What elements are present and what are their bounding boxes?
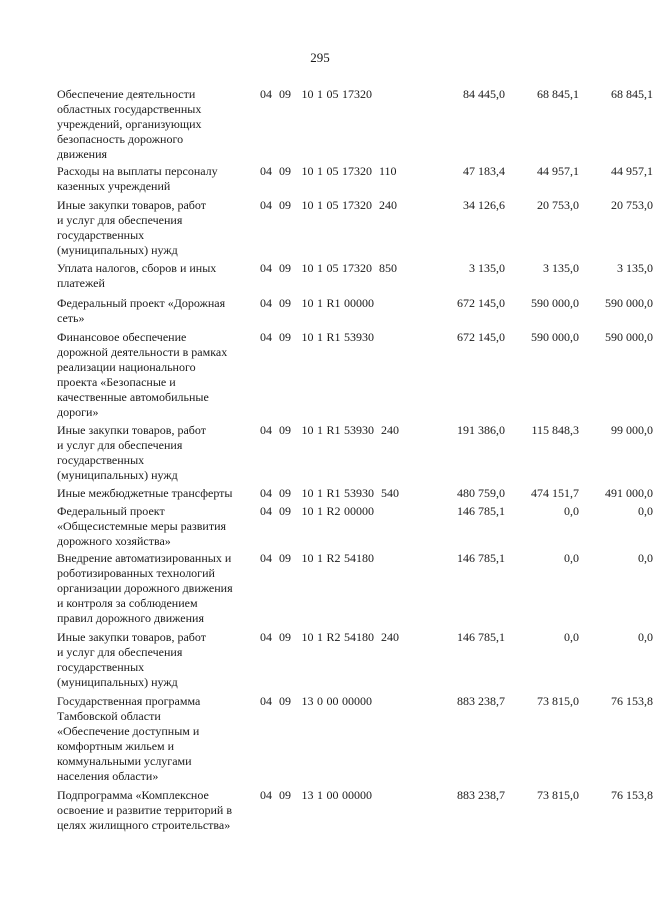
row-code: 04 09 10 1 R1 53930 540 — [260, 486, 400, 500]
table-row — [57, 630, 653, 694]
row-name: Иные межбюджетные трансферты — [57, 486, 233, 500]
row-value-1: 480 759,0 — [457, 486, 505, 500]
table-row — [57, 261, 653, 296]
row-name: Федеральный проект «Дорожная сеть» — [57, 296, 226, 325]
table-row — [57, 694, 653, 788]
row-value-1: 47 183,4 — [463, 164, 505, 178]
row-value-3: 0,0 — [638, 551, 653, 565]
row-value-3: 0,0 — [638, 630, 653, 644]
row-value-3: 44 957,1 — [611, 164, 653, 178]
row-name: Подпрограмма «Комплексное освоение и развитие территорий в целях жилищного строительства» — [57, 788, 233, 832]
row-value-1: 883 238,7 — [457, 694, 505, 708]
row-code: 04 09 10 1 R1 00000 — [260, 296, 375, 310]
row-name: Финансовое обеспечение дорожной деятельности в рамках реализации национального проекта «Безопасные и качественные автомобильные дороги» — [57, 330, 228, 419]
table-row — [57, 198, 653, 261]
table-row — [57, 486, 653, 504]
row-value-3: 99 000,0 — [611, 423, 653, 437]
table-row — [57, 330, 653, 423]
row-code: 04 09 10 1 05 17320 — [260, 87, 372, 101]
row-value-2: 115 848,3 — [531, 423, 579, 437]
row-value-1: 146 785,1 — [457, 551, 505, 565]
row-value-3: 590 000,0 — [605, 296, 653, 310]
row-code: 04 09 10 1 R2 54180 — [260, 551, 375, 565]
row-value-3: 3 135,0 — [617, 261, 653, 275]
row-value-1: 146 785,1 — [457, 630, 505, 644]
row-value-3: 491 000,0 — [605, 486, 653, 500]
row-value-1: 84 445,0 — [463, 87, 505, 101]
row-value-2: 590 000,0 — [531, 330, 579, 344]
row-code: 04 09 10 1 05 17320 850 — [260, 261, 397, 275]
row-name: Иные закупки товаров, работ и услуг для обеспечения государственных (муниципальных) нужд — [57, 423, 206, 482]
row-value-1: 146 785,1 — [457, 504, 505, 518]
table-row — [57, 164, 653, 198]
row-value-2: 590 000,0 — [531, 296, 579, 310]
table-row — [57, 788, 653, 836]
row-name: Обеспечение деятельности областных государственных учреждений, организующих безопасность дорожного движения — [57, 87, 202, 161]
row-name: Государственная программа Тамбовской области «Обеспечение доступным и комфортным жильем и коммунальными услугами населения области» — [57, 694, 201, 783]
table-row — [57, 87, 653, 164]
table-row — [57, 423, 653, 486]
row-value-1: 191 386,0 — [457, 423, 505, 437]
row-value-3: 68 845,1 — [611, 87, 653, 101]
row-value-1: 672 145,0 — [457, 296, 505, 310]
row-value-2: 68 845,1 — [537, 87, 579, 101]
row-value-2: 0,0 — [564, 630, 579, 644]
budget-table — [57, 87, 653, 836]
row-value-3: 0,0 — [638, 504, 653, 518]
row-value-1: 3 135,0 — [469, 261, 505, 275]
row-value-2: 3 135,0 — [543, 261, 579, 275]
row-value-2: 73 815,0 — [537, 694, 579, 708]
row-name: Уплата налогов, сборов и иных платежей — [57, 261, 217, 290]
page-number: 295 — [310, 50, 330, 65]
row-code: 04 09 10 1 R1 53930 240 — [260, 423, 400, 437]
row-code: 04 09 10 1 R2 54180 240 — [260, 630, 400, 644]
row-value-2: 0,0 — [564, 504, 579, 518]
row-code: 04 09 10 1 R1 53930 — [260, 330, 375, 344]
row-code: 04 09 13 1 00 00000 — [260, 788, 372, 802]
row-value-2: 44 957,1 — [537, 164, 579, 178]
row-code: 04 09 10 1 05 17320 110 — [260, 164, 397, 178]
row-value-1: 883 238,7 — [457, 788, 505, 802]
row-value-3: 590 000,0 — [605, 330, 653, 344]
row-value-3: 76 153,8 — [611, 694, 653, 708]
row-name: Внедрение автоматизированных и роботизированных технологий организации дорожного движения и контроля за соблюдением правил дорожного движения — [57, 551, 233, 625]
row-code: 04 09 10 1 05 17320 240 — [260, 198, 397, 212]
row-value-2: 20 753,0 — [537, 198, 579, 212]
row-value-2: 474 151,7 — [531, 486, 579, 500]
row-value-1: 672 145,0 — [457, 330, 505, 344]
row-value-2: 73 815,0 — [537, 788, 579, 802]
row-value-2: 0,0 — [564, 551, 579, 565]
row-name: Федеральный проект «Общесистемные меры развития дорожного хозяйства» — [57, 504, 227, 548]
row-value-1: 34 126,6 — [463, 198, 505, 212]
row-value-3: 20 753,0 — [611, 198, 653, 212]
row-name: Расходы на выплаты персоналу казенных учреждений — [57, 164, 218, 193]
table-row — [57, 551, 653, 630]
row-code: 04 09 10 1 R2 00000 — [260, 504, 375, 518]
row-value-3: 76 153,8 — [611, 788, 653, 802]
row-name: Иные закупки товаров, работ и услуг для обеспечения государственных (муниципальных) нужд — [57, 630, 206, 689]
row-name: Иные закупки товаров, работ и услуг для обеспечения государственных (муниципальных) нужд — [57, 198, 206, 257]
row-code: 04 09 13 0 00 00000 — [260, 694, 372, 708]
table-row — [57, 296, 653, 330]
table-row — [57, 504, 653, 551]
